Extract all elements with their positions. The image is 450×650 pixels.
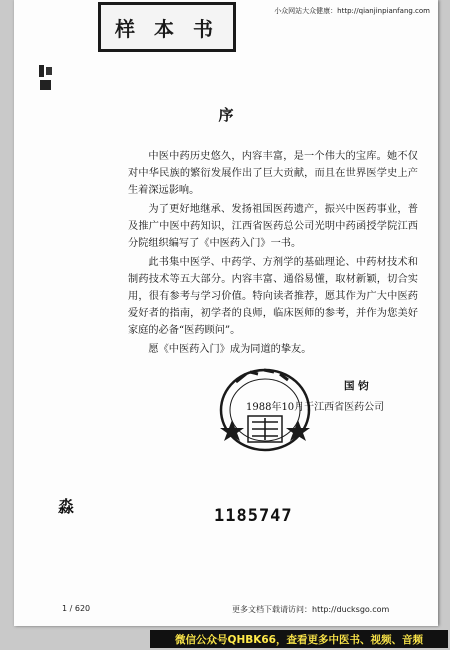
corner-mark (38, 64, 54, 94)
catalog-number: 1185747 (214, 506, 293, 526)
page-indicator: 1 / 620 (62, 604, 91, 613)
margin-mark: 淼 (58, 497, 75, 516)
paragraph-3: 此书集中医学、中药学、方剂学的基础理论、中药材技术和制药技术等五大部分。内容丰富、通俗易懂，取材新颖，切合实用，很有参考与学习价值。特向读者推荐，愿其作为广大中医药爱好者的指南，初学者的良师，临床医师的参考，并作为您美好家庭的必备“医药顾问”。 (128, 257, 418, 336)
document-page (14, 0, 438, 626)
download-link[interactable]: 更多文档下载请访问：http://ducksgo.com (232, 605, 390, 614)
date-line: 1988年10月于江西省医药公司 (246, 402, 385, 413)
watermark-top: 小众网站大众健康：http://qianjinpianfang.com (274, 7, 430, 15)
signature: 国 钧 (344, 380, 369, 392)
document-title: 序 (218, 106, 234, 124)
promo-banner: 微信公众号QHBK66，查看更多中医书、视频、音频 (150, 630, 448, 648)
paragraph-2: 为了更好地继承、发扬祖国医药遗产，振兴中医药事业，普及推广中医中药知识，江西省医药总公司光明中药函授学院江西分院组织编写了《中医药入门》一书。 (128, 204, 418, 249)
stamp-top: 样 本 书 (98, 2, 236, 52)
document-body (128, 148, 418, 360)
paragraph-4: 愿《中医药入门》成为同道的挚友。 (148, 344, 312, 355)
paragraph-1: 中医中药历史悠久，内容丰富，是一个伟大的宝库。她不仅对中华民族的繁衍发展作出了巨大贡献，而且在世界医学史上产生着深远影响。 (128, 151, 418, 196)
